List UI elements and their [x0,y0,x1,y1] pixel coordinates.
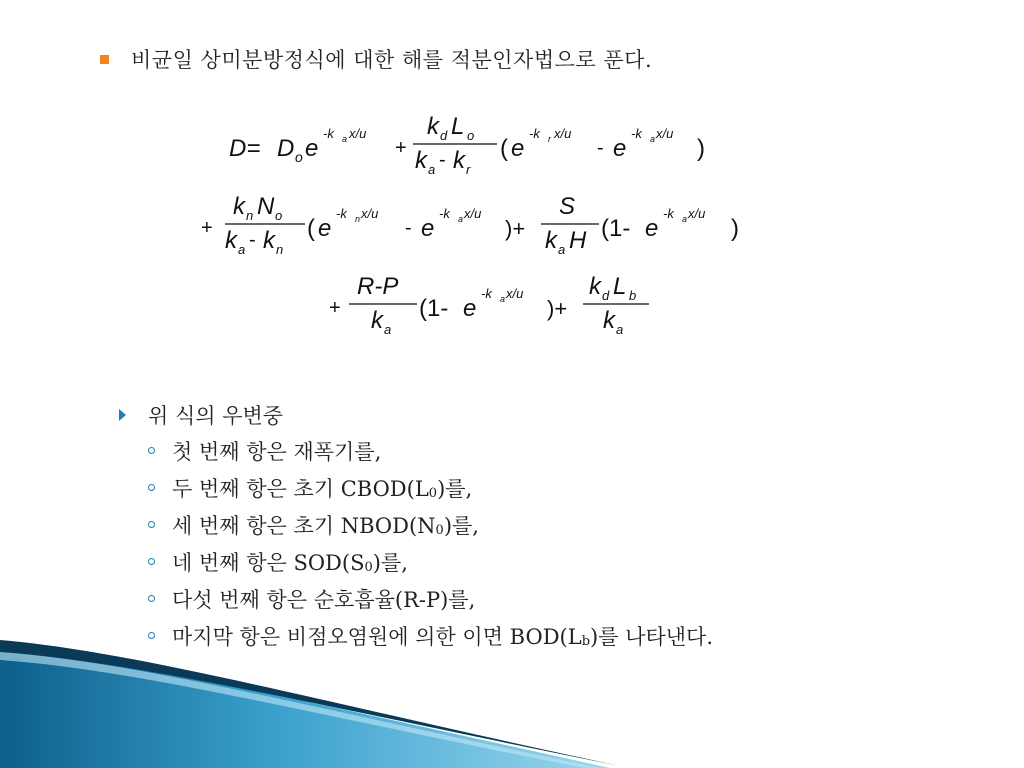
eq2-e2-exp-tail: x/u [464,206,482,221]
eq2-e3: e [645,215,659,242]
eq2-s-num: S [559,193,576,220]
eq-e1: e [305,135,319,162]
eq3-num: R-P [357,273,399,300]
eq2-paren-open: ( [307,215,315,242]
eq-num-L-sub: o [467,128,475,143]
eq-paren-open-1: ( [500,135,508,162]
eq-e1-exp-tail: x/u [349,126,367,141]
eq2-paren-close-plus: )+ [505,216,526,241]
eq3-e1-exp-tail: x/u [506,286,524,301]
eq2-den-ka-sub: a [238,242,246,257]
eq3-den-k-sub: a [384,322,392,337]
list-item-tail: )를 나타낸다. [590,624,713,649]
eq-e2-exp-tail: x/u [554,126,572,141]
eq-den-ka: k [415,147,427,174]
eq2-den-minus: - [249,229,256,251]
eq-plus-1: + [395,137,407,159]
eq2-s-den-H: H [569,227,587,254]
decorative-swoosh [0,630,620,768]
eq2-one-minus: (1- [601,215,631,242]
eq-den-kr-sub: r [466,162,471,177]
equation-line-3 [329,273,649,337]
eq-num-k: k [427,113,439,140]
eq3-num2-k: k [589,273,601,300]
list-heading: 위 식의 우변중 [148,404,284,428]
list-item-subscript: 0 [428,486,438,501]
eq-e3-exp: -k [631,126,642,141]
eq2-num-N: N [257,193,275,220]
triangle-bullet-icon [119,409,126,421]
eq3-plus: + [329,297,341,319]
eq3-num2-L-sub: b [629,288,637,303]
list-item-text: 마지막 항은 비점오염원에 의한 이면 BOD(L [172,624,582,649]
list-item-tail: )를, [437,476,473,501]
eq-lhs: D= [229,135,261,162]
eq2-num-k-sub: n [246,208,254,223]
eq-minus-1: - [597,137,604,159]
eq2-den-kn-sub: n [276,242,284,257]
eq3-e1-exp-sub: a [500,294,506,304]
list-item-subscript: b [581,634,591,649]
equation-line-2 [201,193,739,257]
list-item-text: 두 번째 항은 초기 CBOD(L [172,476,429,501]
eq-e1-exp: -k [323,126,334,141]
eq-e3: e [613,135,627,162]
ring-bullet-icon [148,484,155,491]
eq3-den-k: k [371,307,383,334]
list-item-subscript: 0 [435,523,444,538]
eq-den-minus: - [439,149,446,171]
ring-bullet-icon [148,521,155,528]
eq3-den2-k-sub: a [616,322,624,337]
eq-num-k-sub: d [440,128,448,143]
eq-e1-exp-sub: a [342,134,348,144]
list-item [148,432,713,469]
equation-svg [195,100,775,350]
eq2-s-den-k: k [545,227,557,254]
eq2-num-N-sub: o [275,208,283,223]
list-item [148,506,713,543]
list-heading-row [117,398,713,432]
eq-e2: e [511,135,525,162]
eq-num-L: L [451,113,465,140]
eq2-den-ka: k [225,227,237,254]
eq2-e3-exp: -k [663,206,674,221]
eq-den-kr: k [453,147,465,174]
eq3-e1: e [463,295,477,322]
eq3-num2-L: L [613,273,627,300]
eq2-s-den-k-sub: a [558,242,566,257]
square-bullet-icon [100,55,109,64]
eq2-e3-exp-sub: a [682,214,688,224]
eq2-e1-exp-tail: x/u [361,206,379,221]
eq3-one-minus: (1- [419,295,449,322]
eq2-e3-exp-tail: x/u [688,206,706,221]
eq-e3-exp-sub: a [650,134,656,144]
eq2-e2-exp-sub: a [458,214,464,224]
list-item [148,580,713,617]
eq2-minus: - [405,217,412,239]
eq3-num2-k-sub: d [602,288,610,303]
eq-den-ka-sub: a [428,162,436,177]
eq2-e2-exp: -k [439,206,450,221]
list-item [148,543,713,580]
top-bullet-line [100,44,652,74]
eq2-num-k: k [233,193,245,220]
eq2-plus: + [201,217,213,239]
equation-image [195,100,775,350]
list-item-text: 첫 번째 항은 재폭기를, [172,439,382,464]
eq2-den-kn: k [263,227,275,254]
list-item-subscript: 0 [364,560,373,575]
eq-e3-exp-tail: x/u [656,126,674,141]
eq3-e1-exp: -k [481,286,492,301]
list-item-text: 네 번째 항은 SOD(S [172,550,365,575]
ring-bullet-icon [148,558,155,565]
list-item-tail: )를, [443,513,479,538]
eq2-paren-close-2: ) [731,215,739,242]
eq-e2-exp-sub: r [548,134,551,144]
eq-paren-close-1: ) [697,135,705,162]
eq-e2-exp: -k [529,126,540,141]
equation-line-1 [229,113,705,177]
eq-d0-sub: o [295,149,303,165]
eq3-den2-k: k [603,307,615,334]
list-item-text: 세 번째 항은 초기 NBOD(N [172,513,436,538]
ring-bullet-icon [148,595,155,602]
eq2-e2: e [421,215,435,242]
list-item-tail: )를, [372,550,408,575]
eq3-paren-close-plus: )+ [547,296,568,321]
eq2-e1-exp-sub: n [355,214,361,224]
list-item-text: 다섯 번째 항은 순호흡율(R-P)를, [172,587,476,612]
eq2-e1: e [318,215,332,242]
list-item [148,469,713,506]
explanation-list [117,398,713,654]
ring-bullet-icon [148,447,155,454]
eq2-e1-exp: -k [336,206,347,221]
top-bullet-text: 비균일 상미분방정식에 대한 해를 적분인자법으로 푼다. [131,48,653,72]
eq-d0: D [277,135,295,162]
